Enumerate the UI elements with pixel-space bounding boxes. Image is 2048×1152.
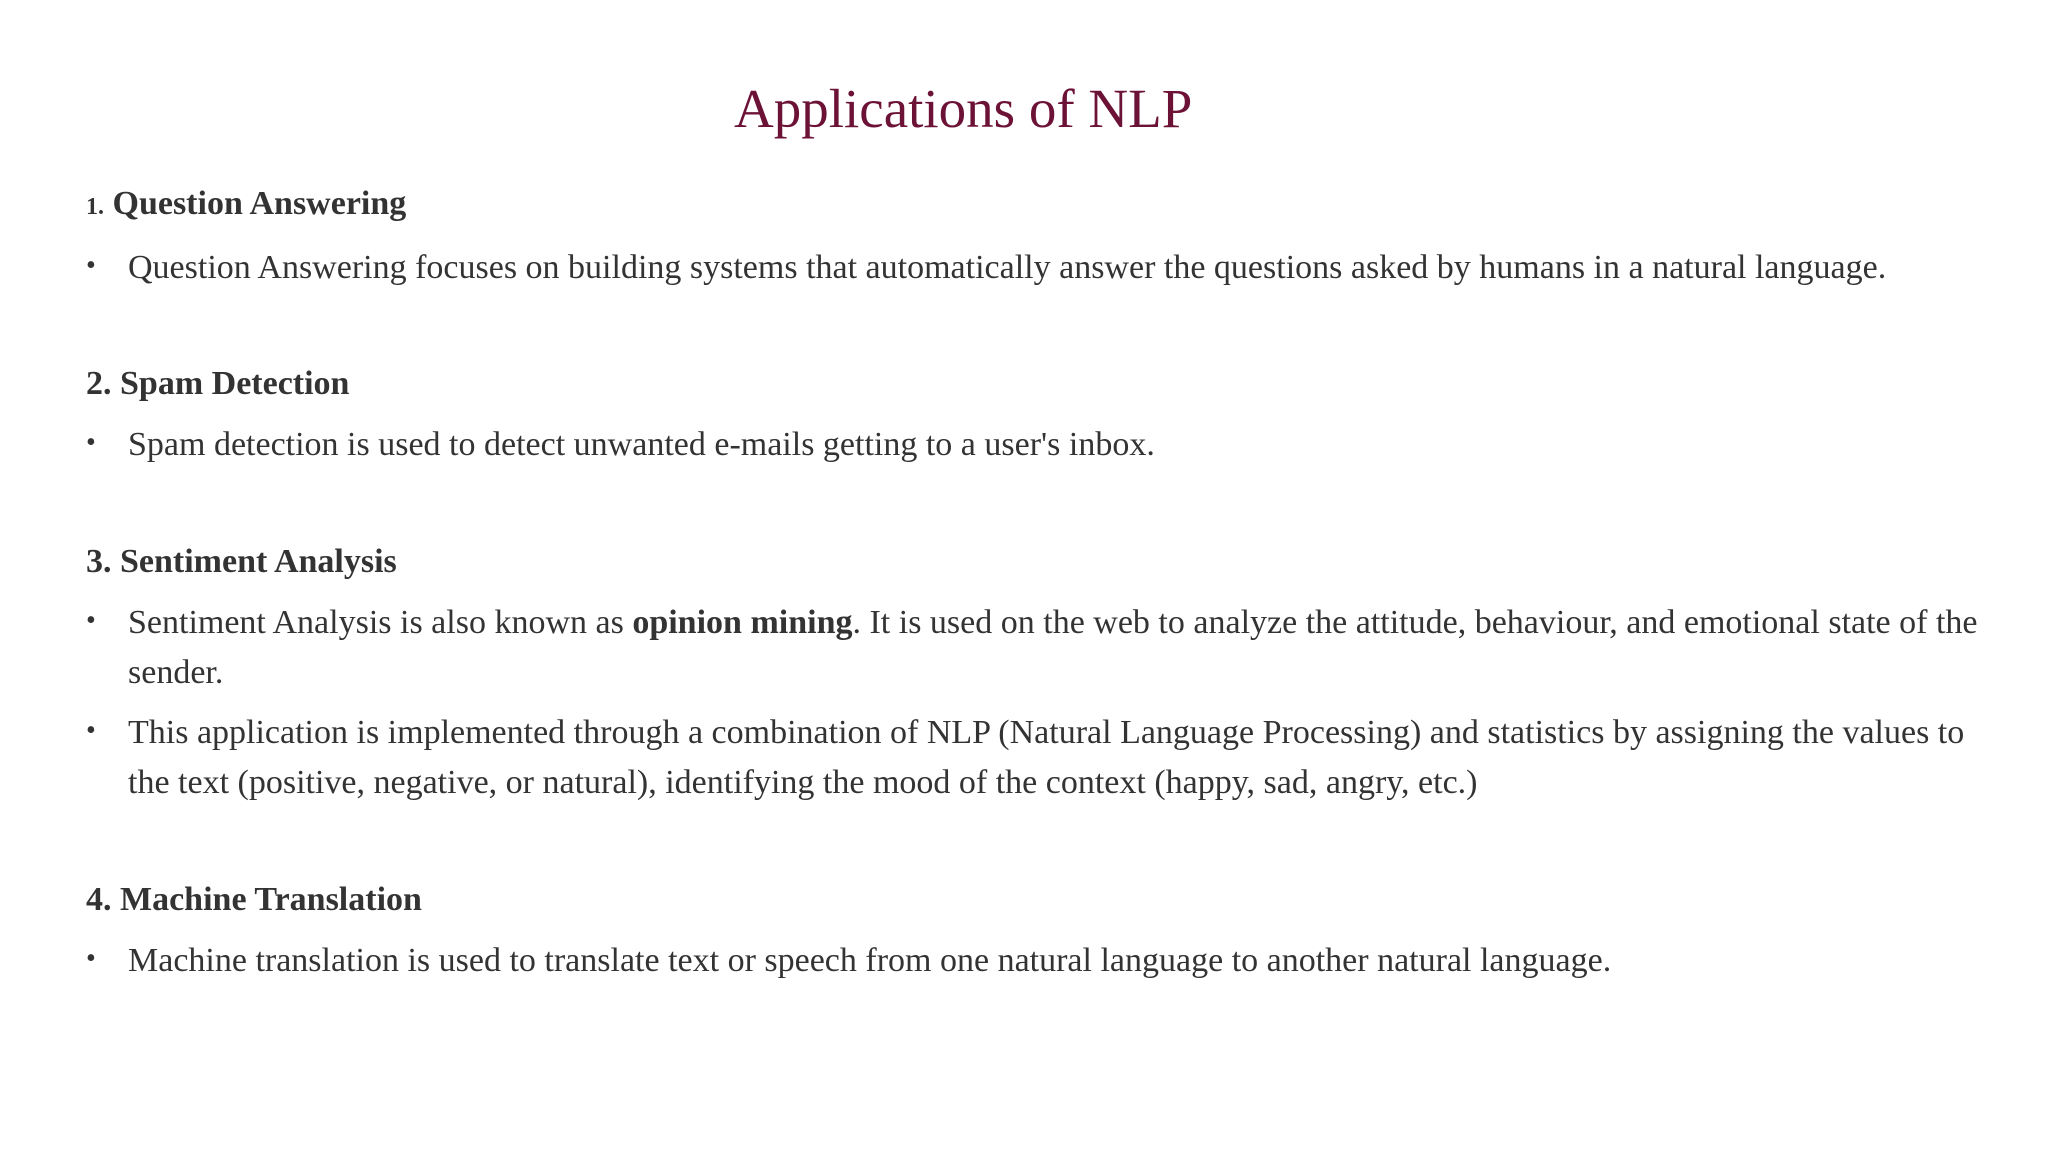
- section-number: 4.: [86, 881, 112, 918]
- section-title: Sentiment Analysis: [120, 543, 397, 580]
- section-title: Question Answering: [112, 185, 407, 222]
- section-title: Spam Detection: [120, 365, 350, 402]
- bullet-list: [86, 420, 1991, 470]
- section-heading: [86, 182, 1991, 229]
- section-question-answering: [86, 182, 1991, 303]
- section-title: Machine Translation: [120, 881, 422, 918]
- section-heading: [86, 362, 1991, 406]
- bullet-text: Machine translation is used to translate text or speech from one natural language to another natural language.: [128, 942, 1612, 979]
- bullet-item: [86, 708, 1991, 808]
- bullet-list: [86, 598, 1991, 808]
- section-spam-detection: [86, 362, 1991, 480]
- bullet-text: This application is implemented through a combination of NLP (Natural Language Processing) and statistics by assigning the values to the text (positive, negative, or natural), identifying the mood of the context (happy, sad, angry, etc.): [128, 714, 1965, 801]
- section-number: 1.: [86, 194, 104, 220]
- section-machine-translation: [86, 878, 1991, 996]
- section-sentiment-analysis: [86, 540, 1991, 818]
- bullet-item: [86, 420, 1991, 470]
- bullet-icon: •: [86, 605, 96, 636]
- bullet-text: Question Answering focuses on building systems that automatically answer the questions asked by humans in a natural language.: [128, 249, 1887, 286]
- bullet-list: [86, 936, 1991, 986]
- bullet-item: [86, 936, 1991, 986]
- bullet-text: Spam detection is used to detect unwanted e-mails getting to a user's inbox.: [128, 426, 1155, 463]
- section-number: 2.: [86, 365, 112, 402]
- bullet-list: [86, 243, 1991, 293]
- bullet-text-tail: . It is used on the web to analyze the attitude, behaviour, and emotional state of the sender.: [128, 604, 1978, 691]
- bullet-icon: •: [86, 715, 96, 746]
- bullet-icon: •: [86, 427, 96, 458]
- section-heading: [86, 878, 1991, 922]
- bullet-icon: •: [86, 943, 96, 974]
- bullet-icon: •: [86, 250, 96, 281]
- bullet-item: [86, 243, 1991, 293]
- bullet-text-emphasis: opinion mining: [632, 604, 853, 641]
- bullet-text-lead: Sentiment Analysis is also known as: [128, 604, 633, 641]
- section-number: 3.: [86, 543, 112, 580]
- section-heading: [86, 540, 1991, 584]
- bullet-item: [86, 598, 1991, 698]
- slide-title: Applications of NLP: [734, 78, 1193, 139]
